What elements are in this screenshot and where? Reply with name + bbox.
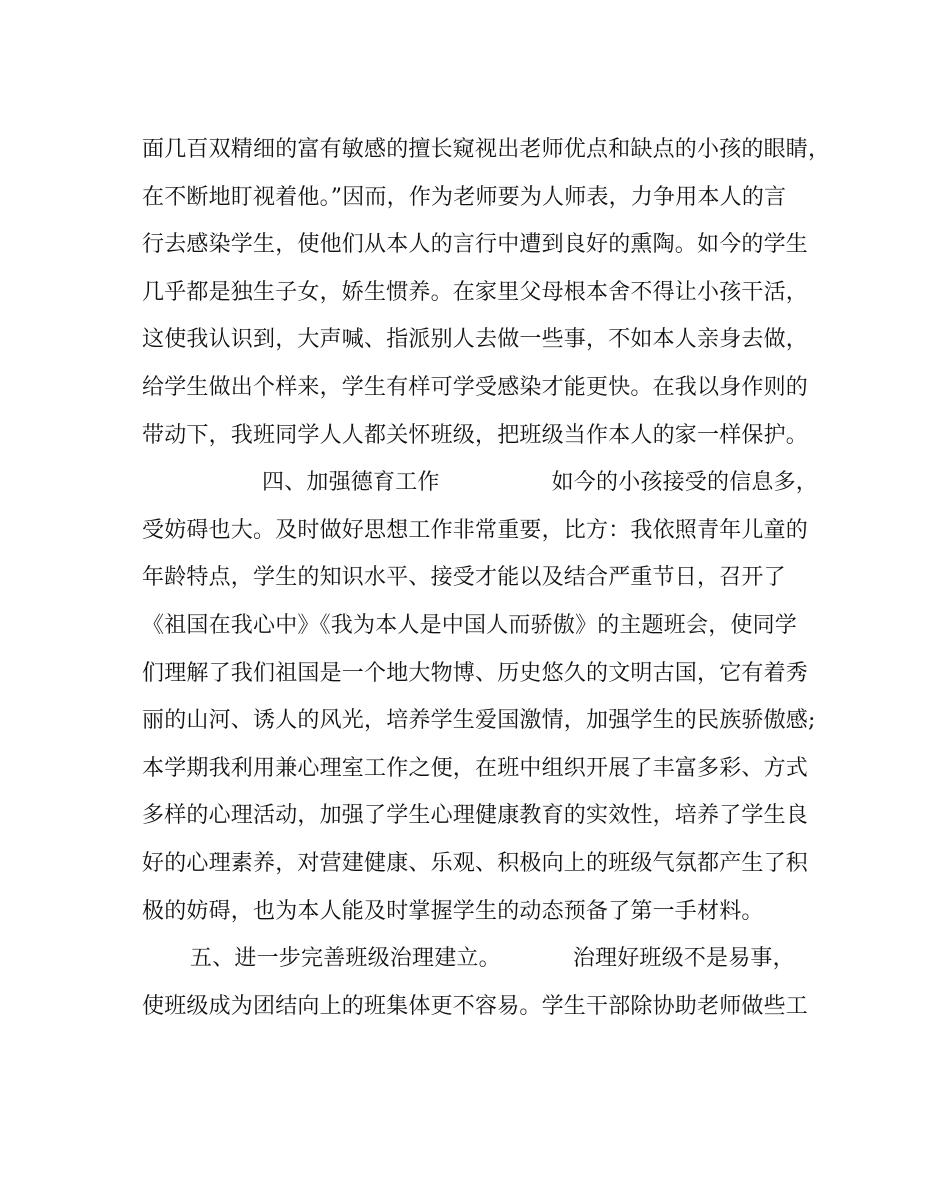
text-line: 多样的心理活动，加强了学生心理健康教育的实效性，培养了学生良: [142, 803, 809, 829]
text-line: 行去感染学生，使他们从本人的言行中遭到良好的熏陶。如今的学生: [142, 232, 809, 258]
section-five-line: [142, 935, 822, 983]
text-line: 丽的山河、诱人的风光，培养学生爱国激情，加强学生的民族骄傲感;: [142, 708, 816, 734]
text-line: 本学期我利用兼心理室工作之便，在班中组织开展了丰富多彩、方式: [142, 755, 809, 781]
text-line: 《祖国在我心中》《我为本人是中国人而骄傲》的主题班会，使同学: [142, 612, 798, 638]
document-body: [142, 126, 831, 1030]
text-line: 使班级成为团结向上的班集体更不容易。学生干部除协助老师做些工: [142, 993, 809, 1019]
text-line: 极的妨碍，也为本人能及时掌握学生的动态预备了第一手材料。: [142, 898, 764, 924]
text-line: 好的心理素养，对营建健康、乐观、积极向上的班级气氛都产生了积: [142, 850, 809, 876]
text-line: 受妨碍也大。及时做好思想工作非常重要，比方：我依照青年儿童的: [142, 517, 809, 543]
text-line: 面几百双精细的富有敏感的擅长窥视出老师优点和缺点的小孩的眼睛，: [142, 137, 831, 162]
text-line: 年龄特点，学生的知识水平、接受才能以及结合严重节日，召开了: [142, 565, 786, 591]
section-four-text: 如今的小孩接受的信息多，: [551, 470, 819, 496]
section-five-text: 治理好班级不是易事，: [572, 946, 795, 972]
section-five-heading: 五、进一步完善班级治理建立。: [190, 946, 501, 972]
text-line: 这使我认识到，大声喊、指派别人去做一些事，不如本人亲身去做，: [142, 327, 809, 353]
section-four-heading: 四、加强德育工作: [262, 470, 440, 496]
text-line: 几乎都是独生子女，娇生惯养。在家里父母根本舍不得让小孩干活，: [142, 279, 809, 305]
text-line: 给学生做出个样来，学生有样可学受感染才能更快。在我以身作则的: [142, 374, 809, 400]
text-line: 在不断地盯视着他。”因而，作为老师要为人师表，力争用本人的言: [142, 184, 787, 210]
text-line: 带动下，我班同学人人都关怀班级，把班级当作本人的家一样保护。: [142, 422, 809, 448]
section-four-line: [142, 459, 822, 507]
text-line: 们理解了我们祖国是一个地大物博、历史悠久的文明古国，它有着秀: [142, 660, 809, 686]
